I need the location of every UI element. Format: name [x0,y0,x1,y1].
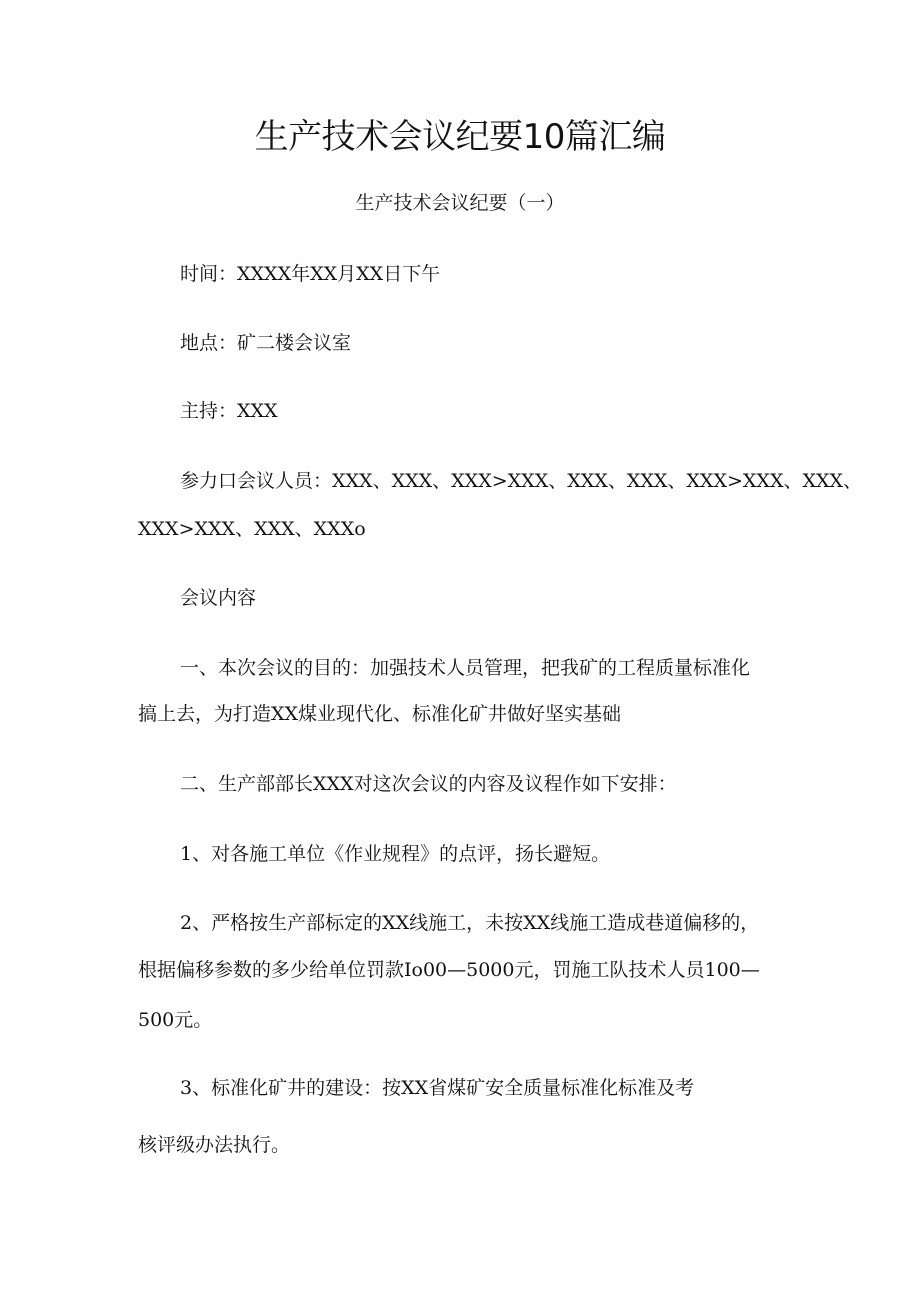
point-1: 1、对各施工单位《作业规程》的点评，扬长避短。 [180,843,611,865]
point-2-line-1: 2、严格按生产部标定的XX线施工，未按XX线施工造成巷道偏移的， [180,912,760,934]
document-title: 生产技术会议纪要10篇汇编 [254,117,666,157]
attendees-line-1: 参力口会议人员：XXX、XXX、XXX>XXX、XXX、XXX、XXX>XXX、XXX、 [180,470,863,492]
point-3-line-2: 核评级办法执行。 [138,1134,291,1156]
content-heading: 会议内容 [180,587,257,609]
section-subtitle: 生产技术会议纪要（一） [355,192,565,214]
meeting-time: 时间：XXXX年XX月XX日下午 [180,263,441,285]
item-1-line-1: 一、本次会议的目的：加强技术人员管理，把我矿的工程质量标准化 [180,657,751,679]
item-1-line-2: 搞上去，为打造XX煤业现代化、标准化矿井做好坚实基础 [138,703,622,725]
item-2: 二、生产部部长XXX对这次会议的内容及议程作如下安排： [180,773,677,795]
point-3-line-1: 3、标准化矿井的建设：按XX省煤矿安全质量标准化标准及考 [180,1077,695,1099]
point-2-line-2: 根据偏移参数的多少给单位罚款Io00—5000元，罚施工队技术人员100— [138,959,760,981]
meeting-place: 地点：矿二楼会议室 [180,332,352,354]
point-2-line-3: 500元。 [138,1009,213,1031]
attendees-line-2: XXX>XXX、XXX、XXXo [138,518,366,540]
meeting-host: 主持：XXX [180,400,278,422]
